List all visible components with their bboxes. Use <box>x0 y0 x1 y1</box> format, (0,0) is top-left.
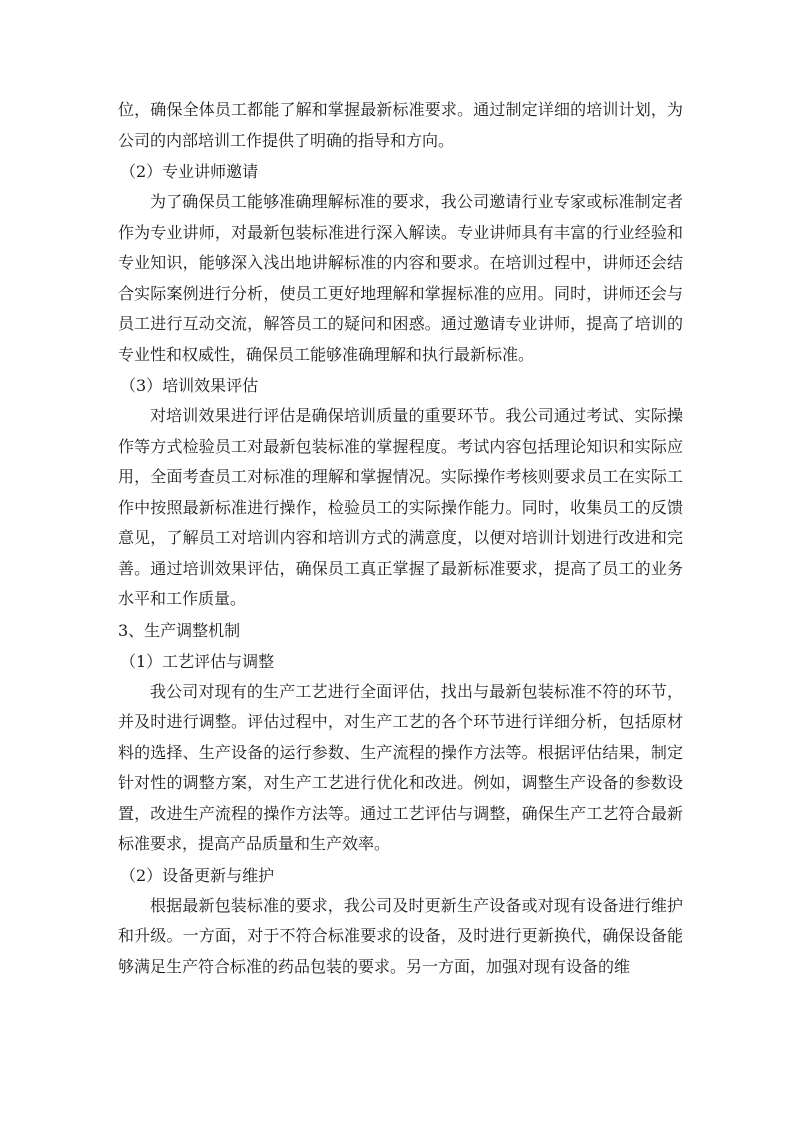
document-body <box>118 95 683 982</box>
subheading-process-evaluation: （1）工艺评估与调整 <box>120 651 275 671</box>
subheading-expert-lecturer: （2）专业讲师邀请 <box>120 162 259 181</box>
paragraph-training-plan-end: 位，确保全体员工都能了解和掌握最新标准要求。通过制定详细的培训计划，为公司的内部培训工作提供了明确的指导和方向。 <box>118 100 683 150</box>
paragraph-equipment-update: 根据最新包装标准的要求，我公司及时更新生产设备或对现有设备进行维护和升级。一方面，对于不符合标准要求的设备，及时进行更新换代，确保设备能够满足生产符合标准的药品包装的要求。另一方面，加强对现有设备的维 <box>118 895 683 976</box>
paragraph-training-evaluation: 对培训效果进行评估是确保培训质量的重要环节。我公司通过考试、实际操作等方式检验员工对最新包装标准的掌握程度。考试内容包括理论知识和实际应用，全面考查员工对标准的理解和掌握情况。实际操作考核则要求员工在实际工作中按照最新标准进行操作，检验员工的实际操作能力。同时，收集员工的反馈意见，了解员工对培训内容和培训方式的满意度，以便对培训计划进行改进和完善。通过培训效果评估，确保员工真正掌握了最新标准要求，提高了员工的业务水平和工作质量。 <box>118 406 683 608</box>
paragraph-process-evaluation: 我公司对现有的生产工艺进行全面评估，找出与最新包装标准不符的环节，并及时进行调整。评估过程中，对生产工艺的各个环节进行详细分析，包括原材料的选择、生产设备的运行参数、生产流程的操作方法等。根据评估结果，制定针对性的调整方案，对生产工艺进行优化和改进。例如，调整生产设备的参数设置，改进生产流程的操作方法等。通过工艺评估与调整，确保生产工艺符合最新标准要求，提高产品质量和生产效率。 <box>118 681 683 853</box>
subheading-equipment-update: （2）设备更新与维护 <box>120 865 275 885</box>
paragraph-expert-lecturer: 为了确保员工能够准确理解标准的要求，我公司邀请行业专家或标准制定者作为专业讲师，对最新包装标准进行深入解读。专业讲师具有丰富的行业经验和专业知识，能够深入浅出地讲解标准的内容和要求。在培训过程中，讲师还会结合实际案例进行分析，使员工更好地理解和掌握标准的应用。同时，讲师还会与员工进行互动交流，解答员工的疑问和困惑。通过邀请专业讲师，提高了培训的专业性和权威性，确保员工能够准确理解和执行最新标准。 <box>118 192 683 364</box>
section-heading-production-adjustment: 3、生产调整机制 <box>118 620 241 640</box>
subheading-training-evaluation: （3）培训效果评估 <box>120 376 259 395</box>
